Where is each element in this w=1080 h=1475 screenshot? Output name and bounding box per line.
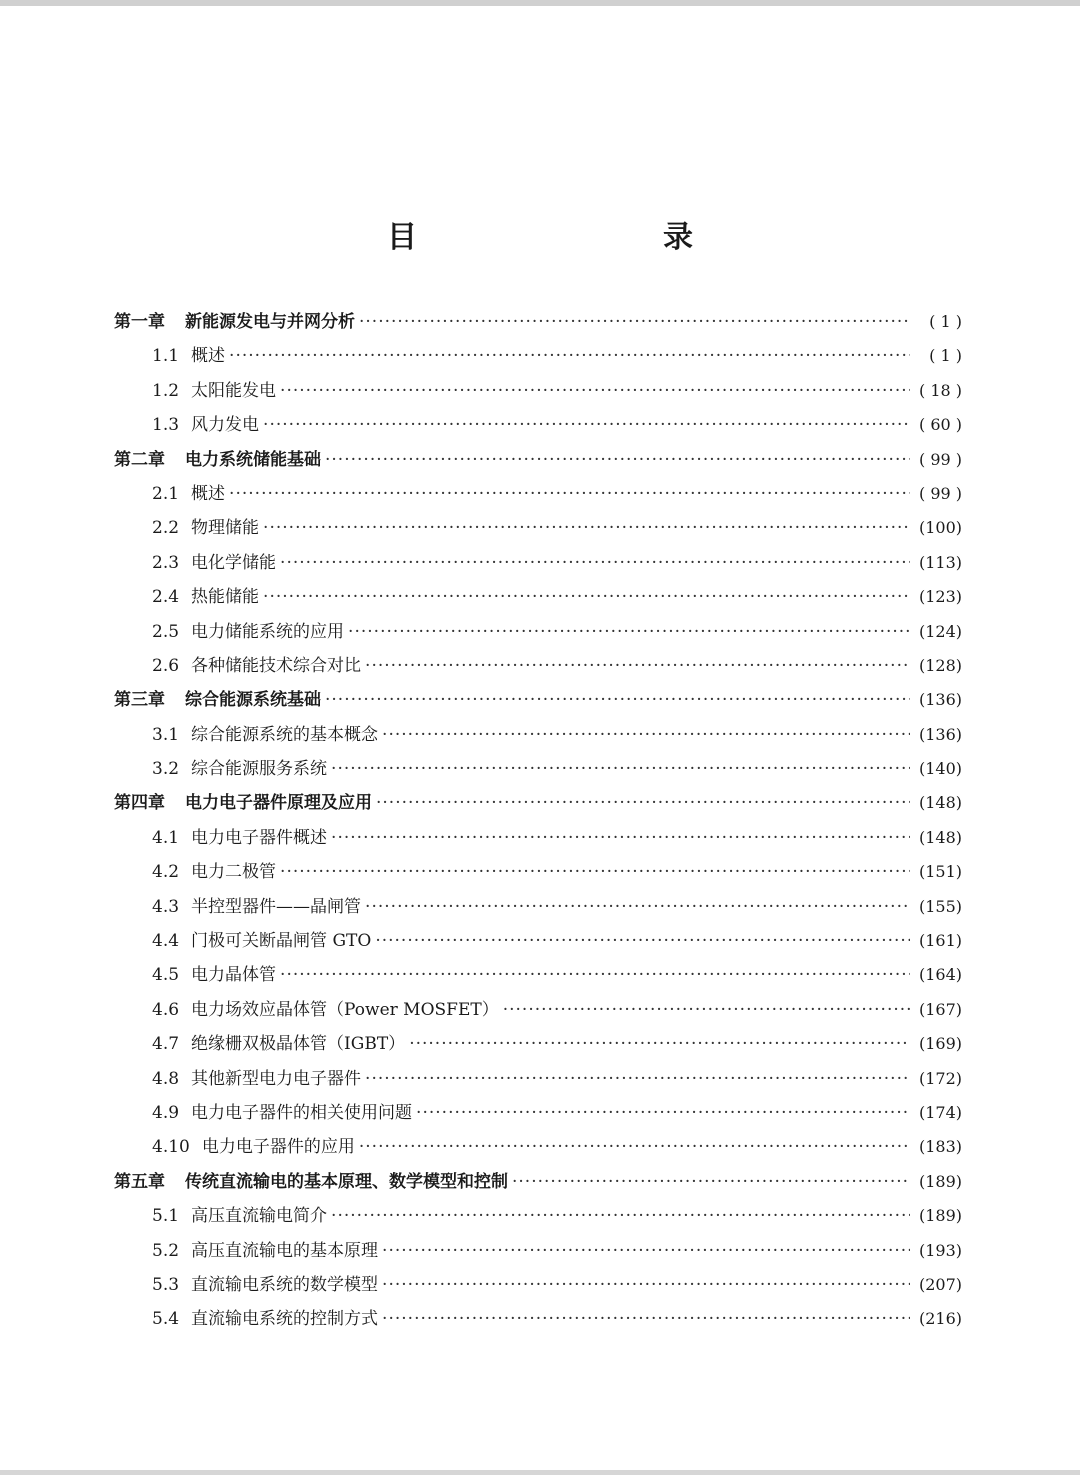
toc-entry-number: 4.4 bbox=[152, 931, 180, 952]
toc-entry-number: 第一章 bbox=[114, 312, 165, 332]
toc-entry-number: 第五章 bbox=[114, 1171, 165, 1192]
toc-entry-number: 第四章 bbox=[114, 793, 165, 814]
toc-dot-leader bbox=[512, 1172, 910, 1192]
toc-entry-number: 3.1 bbox=[152, 724, 180, 745]
toc-section-row bbox=[114, 582, 962, 616]
toc-entry-title: 高压直流输电的基本原理 bbox=[191, 1240, 379, 1261]
toc-dot-leader bbox=[280, 381, 910, 401]
toc-section-row bbox=[114, 1098, 962, 1132]
toc-page-number: (189) bbox=[918, 1171, 962, 1191]
toc-section-row bbox=[114, 823, 962, 857]
toc-entry-title: 综合能源服务系统 bbox=[191, 759, 328, 780]
toc-section-row bbox=[114, 892, 962, 926]
toc-page-number: (155) bbox=[918, 896, 962, 916]
toc-dot-leader bbox=[382, 1275, 910, 1295]
toc-entry-title: 其他新型电力电子器件 bbox=[191, 1068, 362, 1089]
toc-page-number: (140) bbox=[918, 759, 962, 779]
toc-entry-title: 绝缘栅双极晶体管（IGBT） bbox=[191, 1034, 406, 1055]
toc-page-number: (164) bbox=[918, 965, 962, 985]
toc-list bbox=[114, 307, 962, 1339]
toc-entry-title: 半控型器件——晶闸管 bbox=[191, 896, 362, 917]
toc-section-row bbox=[114, 1304, 962, 1338]
toc-entry-number: 2.3 bbox=[152, 552, 180, 573]
toc-entry-title: 电力电子器件原理及应用 bbox=[185, 793, 372, 814]
toc-dot-leader bbox=[365, 1069, 910, 1089]
toc-page-number: (189) bbox=[918, 1206, 962, 1226]
toc-section-row bbox=[114, 341, 962, 375]
toc-page-number: ( 1 ) bbox=[929, 312, 962, 331]
toc-page-number: (193) bbox=[918, 1240, 962, 1260]
toc-page-number: (172) bbox=[918, 1068, 962, 1088]
toc-entry-number: 第二章 bbox=[114, 449, 165, 470]
toc-dot-leader bbox=[263, 415, 910, 435]
toc-entry-number: 4.6 bbox=[152, 999, 180, 1020]
toc-page-number: (174) bbox=[918, 1102, 962, 1122]
toc-page-number: (161) bbox=[918, 931, 962, 951]
toc-entry-title: 电力晶体管 bbox=[191, 965, 277, 986]
toc-page-number: (148) bbox=[918, 793, 962, 813]
toc-section-row bbox=[114, 410, 962, 444]
toc-dot-leader bbox=[280, 862, 910, 882]
toc-section-row bbox=[114, 548, 962, 582]
toc-page-number: (216) bbox=[918, 1309, 962, 1329]
page-top-edge bbox=[0, 0, 1080, 6]
toc-page-number: (148) bbox=[918, 827, 962, 847]
toc-entry-title: 直流输电系统的数学模型 bbox=[191, 1274, 379, 1295]
toc-entry-title: 风力发电 bbox=[191, 415, 260, 436]
toc-section-row bbox=[114, 995, 962, 1029]
toc-section-row bbox=[114, 1201, 962, 1235]
toc-entry-title: 电力二极管 bbox=[191, 862, 277, 883]
toc-dot-leader bbox=[325, 690, 910, 710]
toc-entry-title: 热能储能 bbox=[191, 587, 260, 608]
toc-entry-title: 电力系统储能基础 bbox=[185, 449, 321, 470]
toc-page-number: ( 99 ) bbox=[918, 483, 962, 503]
toc-section-row bbox=[114, 960, 962, 994]
toc-dot-leader bbox=[331, 1206, 910, 1226]
toc-page-number: ( 99 ) bbox=[918, 449, 962, 469]
toc-entry-number: 4.3 bbox=[152, 896, 180, 917]
toc-section-row bbox=[114, 720, 962, 754]
toc-entry-number: 3.2 bbox=[152, 759, 180, 780]
toc-entry-title: 电力电子器件概述 bbox=[191, 827, 328, 848]
toc-chapter-row bbox=[114, 445, 962, 479]
toc-page-number: (123) bbox=[918, 587, 962, 607]
toc-dot-leader bbox=[263, 518, 910, 538]
toc-entry-number: 1.3 bbox=[152, 415, 180, 436]
toc-section-row bbox=[114, 376, 962, 410]
toc-dot-leader bbox=[325, 450, 910, 470]
toc-dot-leader bbox=[503, 1000, 910, 1020]
toc-dot-leader bbox=[263, 587, 910, 607]
toc-dot-leader bbox=[229, 346, 910, 366]
toc-entry-number: 2.5 bbox=[152, 621, 180, 642]
toc-section-row bbox=[114, 1132, 962, 1166]
toc-entry-number: 4.5 bbox=[152, 965, 180, 986]
toc-chapter-row bbox=[114, 1167, 962, 1201]
toc-page-number: ( 60 ) bbox=[918, 415, 962, 435]
toc-entry-number: 4.7 bbox=[152, 1034, 180, 1055]
toc-section-row bbox=[114, 513, 962, 547]
toc-section-row bbox=[114, 1029, 962, 1063]
toc-entry-title: 高压直流输电简介 bbox=[191, 1206, 328, 1227]
toc-dot-leader bbox=[375, 931, 910, 951]
toc-page-number: ( 1 ) bbox=[929, 346, 962, 366]
toc-entry-number: 2.4 bbox=[152, 587, 180, 608]
toc-page-number: (167) bbox=[918, 999, 962, 1019]
page-bottom-edge bbox=[0, 1470, 1080, 1475]
toc-dot-leader bbox=[365, 897, 910, 917]
toc-dot-leader bbox=[359, 312, 910, 332]
toc-dot-leader bbox=[331, 828, 910, 848]
toc-section-row bbox=[114, 1236, 962, 1270]
toc-section-row bbox=[114, 926, 962, 960]
toc-dot-leader bbox=[331, 759, 910, 779]
toc-entry-number: 5.1 bbox=[152, 1206, 180, 1227]
toc-dot-leader bbox=[376, 793, 910, 813]
toc-entry-title: 物理储能 bbox=[191, 518, 260, 539]
toc-dot-leader bbox=[409, 1034, 910, 1054]
toc-section-row bbox=[114, 1064, 962, 1098]
toc-dot-leader bbox=[365, 656, 910, 676]
toc-entry-number: 4.1 bbox=[152, 827, 180, 848]
toc-chapter-row bbox=[114, 685, 962, 719]
toc-dot-leader bbox=[359, 1137, 910, 1157]
toc-page-number: (183) bbox=[918, 1137, 962, 1157]
toc-page-number: (136) bbox=[918, 724, 962, 744]
toc-entry-number: 2.2 bbox=[152, 518, 180, 539]
page-title: 目 录 bbox=[387, 220, 755, 255]
toc-entry-title: 门极可关断晶闸管 GTO bbox=[191, 931, 372, 952]
toc-entry-number: 4.9 bbox=[152, 1102, 180, 1123]
toc-page-number: (100) bbox=[918, 518, 962, 538]
toc-entry-title: 太阳能发电 bbox=[191, 380, 277, 401]
toc-dot-leader bbox=[280, 965, 910, 985]
toc-entry-number: 1.2 bbox=[152, 380, 180, 401]
toc-section-row bbox=[114, 617, 962, 651]
toc-dot-leader bbox=[382, 1309, 910, 1329]
toc-section-row bbox=[114, 479, 962, 513]
toc-entry-title: 电力储能系统的应用 bbox=[191, 621, 345, 642]
toc-section-row bbox=[114, 651, 962, 685]
toc-page-number: (124) bbox=[918, 621, 962, 641]
toc-entry-title: 概述 bbox=[191, 483, 226, 504]
toc-page-number: (128) bbox=[918, 655, 962, 675]
toc-dot-leader bbox=[416, 1103, 910, 1123]
toc-entry-title: 综合能源系统的基本概念 bbox=[191, 724, 379, 745]
toc-entry-number: 1.1 bbox=[152, 346, 180, 367]
toc-entry-title: 电化学储能 bbox=[191, 552, 277, 573]
toc-page-number: (113) bbox=[918, 552, 962, 572]
toc-entry-number: 4.2 bbox=[152, 862, 180, 883]
toc-entry-title: 电力电子器件的相关使用问题 bbox=[191, 1102, 413, 1123]
toc-entry-title: 各种储能技术综合对比 bbox=[191, 655, 362, 676]
toc-entry-title: 传统直流输电的基本原理、数学模型和控制 bbox=[185, 1171, 508, 1192]
toc-entry-number: 5.4 bbox=[152, 1309, 180, 1330]
toc-entry-number: 2.1 bbox=[152, 483, 180, 504]
toc-page-number: (151) bbox=[918, 862, 962, 882]
toc-entry-title: 电力电子器件的应用 bbox=[201, 1137, 355, 1158]
toc-dot-leader bbox=[382, 725, 910, 745]
toc-entry-number: 第三章 bbox=[114, 690, 165, 711]
toc-chapter-row bbox=[114, 788, 962, 822]
toc-section-row bbox=[114, 857, 962, 891]
toc-dot-leader bbox=[382, 1241, 910, 1261]
toc-entry-title: 直流输电系统的控制方式 bbox=[191, 1309, 379, 1330]
toc-dot-leader bbox=[229, 484, 910, 504]
toc-chapter-row bbox=[114, 307, 962, 341]
toc-entry-title: 电力场效应晶体管（Power MOSFET） bbox=[191, 999, 499, 1020]
toc-page-number: (136) bbox=[918, 690, 962, 710]
toc-entry-number: 4.10 bbox=[152, 1137, 190, 1158]
toc-section-row bbox=[114, 754, 962, 788]
toc-page-number: (169) bbox=[918, 1034, 962, 1054]
toc-entry-title: 新能源发电与并网分析 bbox=[185, 312, 355, 332]
toc-entry-title: 综合能源系统基础 bbox=[185, 690, 321, 711]
toc-entry-number: 2.6 bbox=[152, 655, 180, 676]
toc-page-number: ( 18 ) bbox=[918, 380, 962, 400]
toc-entry-number: 5.2 bbox=[152, 1240, 180, 1261]
toc-page-number: (207) bbox=[918, 1274, 962, 1294]
toc-entry-number: 5.3 bbox=[152, 1274, 180, 1295]
toc-dot-leader bbox=[280, 553, 910, 573]
toc-entry-title: 概述 bbox=[191, 346, 226, 367]
toc-dot-leader bbox=[348, 622, 910, 642]
toc-section-row bbox=[114, 1270, 962, 1304]
toc-entry-number: 4.8 bbox=[152, 1068, 180, 1089]
